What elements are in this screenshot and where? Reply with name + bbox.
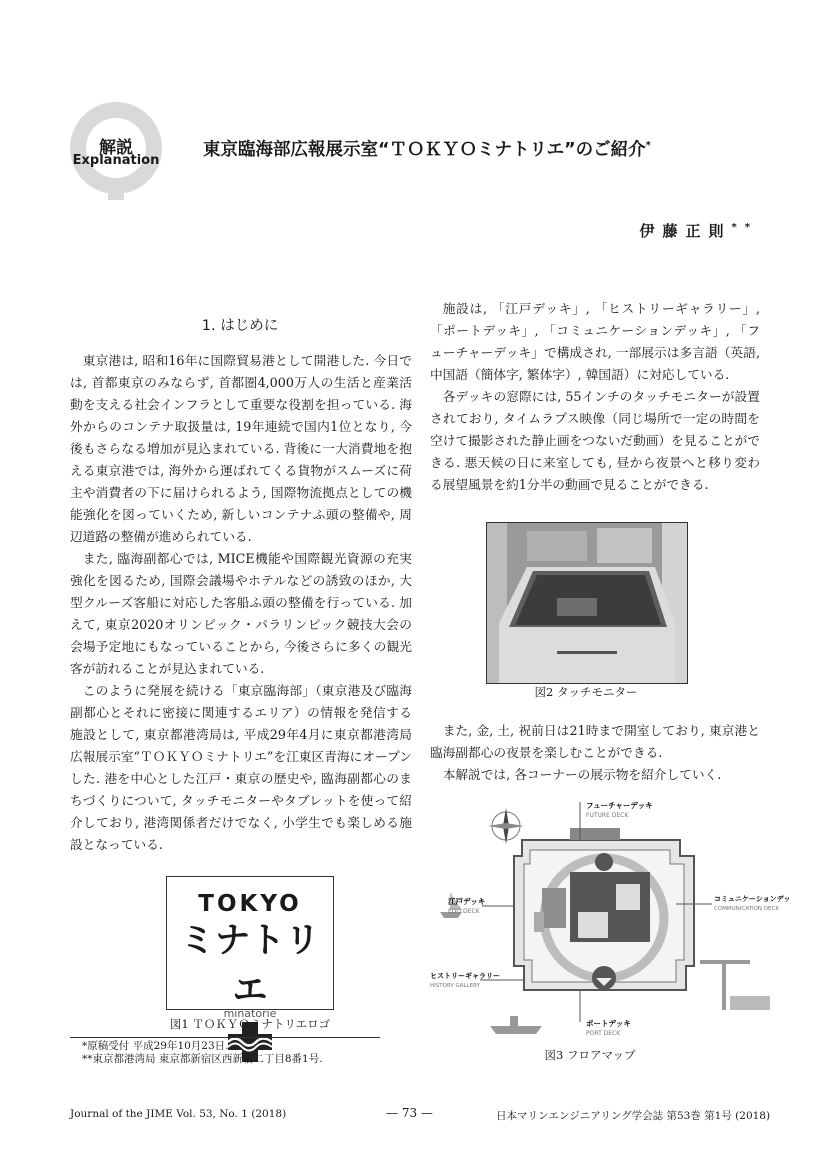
logo-sub-text: minatorie <box>223 1007 277 1020</box>
footer-journal: Journal of the JIME Vol. 53, No. 1 (2018) <box>70 1108 287 1120</box>
title-text: 東京臨海部広報展示室“ＴＯＫＹＯミナトリエ”のご紹介 <box>203 140 646 160</box>
author-footnote-mark: ** <box>731 222 758 233</box>
steamship-icon <box>490 1016 542 1034</box>
label-edo-en: EDO DECK <box>448 908 480 915</box>
footnotes <box>82 1040 323 1066</box>
badge-stem <box>108 186 124 200</box>
floor-map <box>430 800 790 1044</box>
figure-3-caption: 図3 フロアマップ <box>544 1048 636 1062</box>
label-edo-jp: 江戸デッキ <box>448 897 486 906</box>
figure-2-photo <box>486 522 688 684</box>
label-future-en: FUTURE DECK <box>586 812 629 819</box>
label-port-en: PORT DECK <box>586 1030 621 1037</box>
footnote: **東京都港湾局 東京都新宿区西新宿二丁目8番1号. <box>82 1053 323 1065</box>
label-history-jp: ヒストリーギャラリー <box>430 972 500 980</box>
paragraph: このように発展を続ける「東京臨海部」（東京港及び臨海副都心とそれに密接に関連するエリア）の情報を発信する施設として, 東京都港湾局は, 平成29年4月に東京都港湾局広報展示室“ＴＯＫＹＯミナトリエ”を江東区青海にオープンした. 港を中心とした江戸・東京の歴史や, 臨海副都心のまちづくりについて, タッチモニターやタブレットを使って紹介しており, 港湾関係者だけでなく, 小学生でも楽しめる施設となっている. <box>70 683 412 852</box>
paragraph: 東京港は, 昭和16年に国際貿易港として開港した. 今日では, 首都東京のみならず, 首都圏4,000万人の生活と産業活動を支える社会インフラとして重要な役割を担っている. 海外からのコンテナ取扱量は, 19年連続で国内1位となり, 今後もさらなる増加が見込まれている. 背後に一大消費地を抱える東京港では, 海外から運ばれてくる貨物がスムーズに荷主や消費者の下に届けられるよう, 国際物流拠点としての機能強化を図っていくため, 新しいコンテナふ頭の整備や, 周辺道路の整備が進められている. <box>70 353 412 544</box>
badge-label-jp: 解説 <box>99 138 133 158</box>
title-footnote-mark: * <box>645 140 651 152</box>
label-history-en: HISTORY GALLERY <box>430 983 480 989</box>
figure-3-floor-map <box>430 800 790 1044</box>
touch-monitor-photo <box>487 523 687 683</box>
figure-1-logo <box>166 876 334 1020</box>
figure-1-caption: 図1 ＴＯＫＹＯミナトリエロゴ <box>169 1017 331 1031</box>
footnote: *原稿受付 平成29年10月23日. <box>82 1040 229 1052</box>
footer-journal-jp: 日本マリンエンジニアリング学会誌 第53巻 第1号 (2018) <box>496 1110 771 1122</box>
compass-icon <box>488 808 524 844</box>
label-future-jp: フューチャーデッキ <box>586 801 653 810</box>
paragraph: 施設は, 「江戸デッキ」, 「ヒストリーギャラリー」, 「ポートデッキ」, 「コミュニケーションデッキ」, 「フューチャーデッキ」で構成され, 一部展示は多言語（英語, 中国語（簡体字, 繁体字）, 韓国語）に対応している. <box>430 301 760 382</box>
figure-2-caption: 図2 タッチモニター <box>534 685 638 699</box>
label-port-jp: ポートデッキ <box>586 1019 631 1028</box>
paragraph: 本解説では, 各コーナーの展示物を紹介していく. <box>442 767 722 782</box>
footnote-divider <box>70 1037 380 1038</box>
label-comm-en: COMMUNICATION DECK <box>714 906 779 912</box>
body-right-top <box>430 298 760 496</box>
crane-icon <box>700 960 770 1010</box>
logo-tokyo-text: TOKYO <box>198 891 302 917</box>
paragraph: また, 金, 土, 祝前日は21時まで開室しており, 東京港と臨海副都心の夜景を楽しむことができる. <box>430 723 760 760</box>
badge-label-en: Explanation <box>72 153 160 168</box>
paragraph: 各デッキの窓際には, 55インチのタッチモニターが設置されており, タイムラプス映像（同じ場所で一定の時間を空けて撮影された静止画をつないだ動画）を見ることができる. 悪天候の日に来室しても, 昼から夜景へと移り変わる展望風景を約1分半の動画で見ることができる. <box>430 389 760 492</box>
body-right-mid <box>430 720 760 786</box>
logo-kana-text: ミナトリエ <box>179 921 320 1011</box>
footer-page-number: — 73 — <box>386 1106 433 1120</box>
author-name: 伊藤正則 <box>639 222 732 240</box>
paragraph: また, 臨海副都心では, MICE機能や国際観光資源の充実強化を図るため, 国際会議場やホテルなどの誘致のほか, 大型クルーズ客船に対応した客船ふ頭の整備を行っている. 加えて, 東京2020オリンピック・パラリンピック競技大会の会場予定地にもなっていることから, 今後さらに多くの観光客が訪れることが見込まれている. <box>70 551 412 676</box>
body-left-column <box>70 350 412 856</box>
author <box>600 220 758 241</box>
label-comm-jp: コミュニケーションデッキ <box>714 895 790 903</box>
article-title <box>203 136 651 161</box>
section-heading: 1. はじめに <box>201 318 279 334</box>
